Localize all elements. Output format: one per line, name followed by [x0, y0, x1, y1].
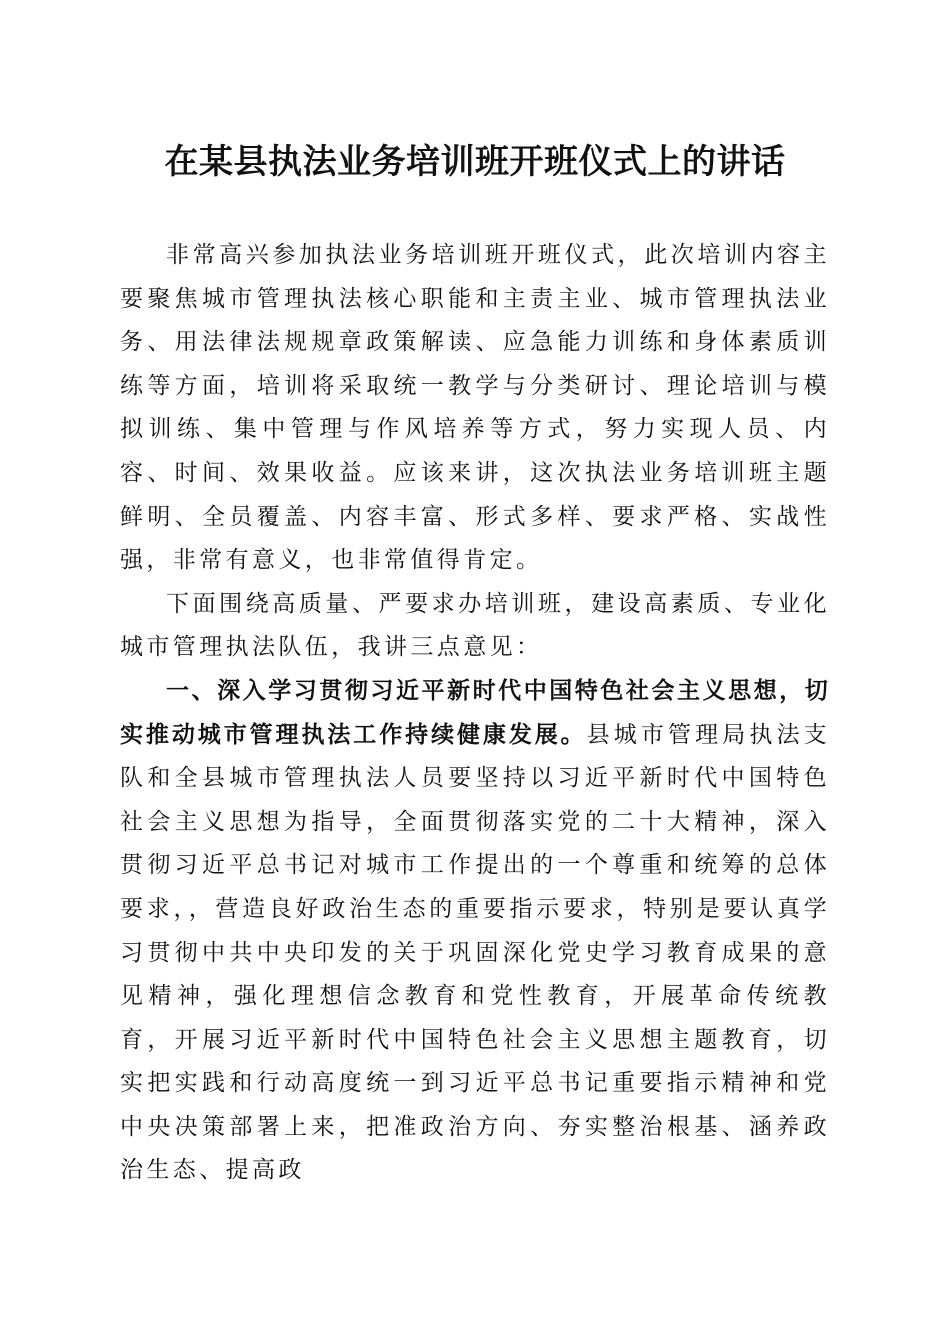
- section-one-heading: 一、深入学习贯彻习近平新时代中国特色社会主义思想，切实推动城市管理执法工作持续健康发展。: [120, 677, 830, 748]
- paragraph-outline: 下面围绕高质量、严要求办培训班，建设高素质、专业化城市管理执法队伍，我讲三点意见：: [120, 590, 830, 661]
- section-one-paragraph: [120, 670, 830, 1193]
- paragraph-intro: 非常高兴参加执法业务培训班开班仪式，此次培训内容主要聚焦城市管理执法核心职能和主责主业、城市管理执法业务、用法律法规规章政策解读、应急能力训练和身体素质训练等方面，培训将采取统一教学与分类研讨、理论培训与模拟训练、集中管理与作风培养等方式，努力实现人员、内容、时间、效果收益。应该来讲，这次执法业务培训班主题鲜明、全员覆盖、内容丰富、形式多样、要求严格、实战性强，非常有意义，也非常值得肯定。: [120, 242, 830, 574]
- section-one-body: 县城市管理局执法支队和全县城市管理执法人员要坚持以习近平新时代中国特色社会主义思想为指导，全面贯彻落实党的二十大精神，深入贯彻习近平总书记对城市工作提出的一个尊重和统筹的总体要求，，营造良好政治生态的重要指示要求，特别是要认真学习贯彻中共中央印发的关于巩固深化党史学习教育成果的意见精神，强化理想信念教育和党性教育，开展革命传统教育，开展习近平新时代中国特色社会主义思想主题教育，切实把实践和行动高度统一到习近平总书记重要指示精神和党中央决策部署上来，把准政治方向、夯实整治根基、涵养政治生态、提高政: [120, 721, 830, 1184]
- document-title: 在某县执法业务培训班开班仪式上的讲话: [164, 142, 786, 182]
- document-body: [120, 234, 830, 1193]
